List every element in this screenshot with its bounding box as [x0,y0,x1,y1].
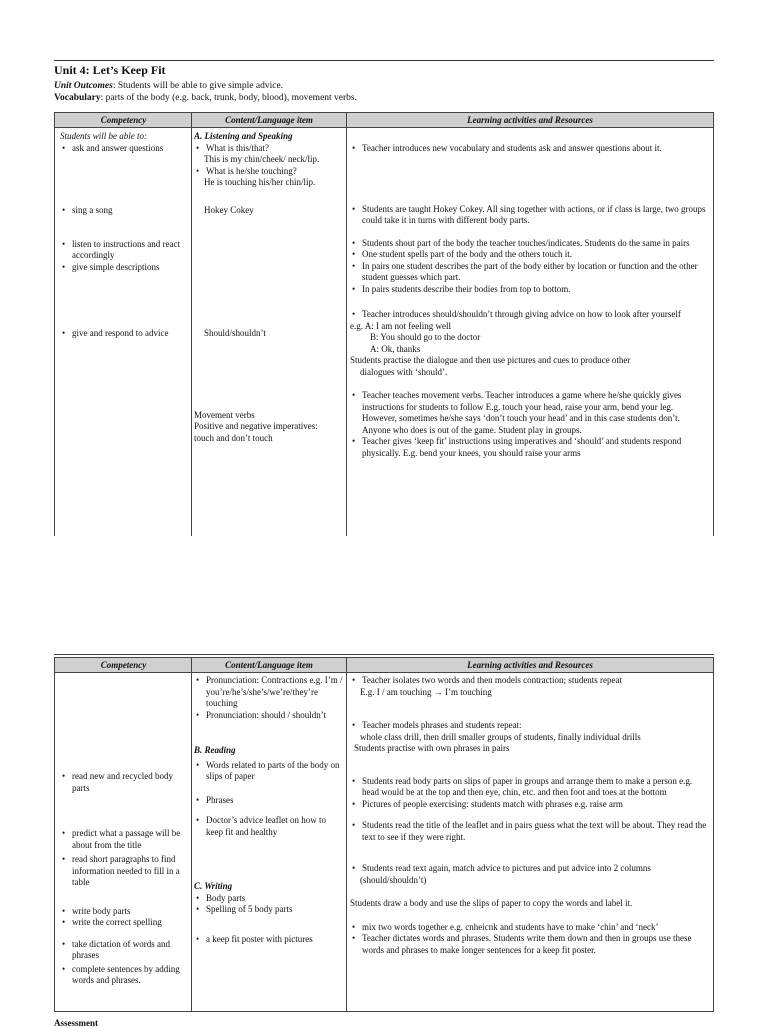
section-writing: C. Writing [194,881,233,891]
activity-item: • One student spells part of the body and the others touch it. [350,249,710,261]
activity-item: • In pairs students describe their bodies from top to bottom. [350,284,710,296]
content-item: • Spelling of 5 body parts [194,904,344,916]
activity-item: • Teacher models phrases and students repeat: [350,720,710,732]
content-movement-verbs: Movement verbs [194,409,255,420]
table1-divider-1 [191,112,192,536]
top-rule [54,60,714,61]
content-item: • Doctor’s advice leaflet on how to keep fit and healthy [194,815,344,838]
activity-item: • Students read the title of the leaflet and in pairs guess what the text will be about. They read the text to see if they were right. [350,820,710,843]
dialogue-line: e.g. A: I am not feeling well [350,320,451,331]
outcomes-text: : Students will be able to give simple advice. [112,81,284,91]
content-song: Hokey Cokey [204,204,254,215]
vocab-text: : parts of the body (e.g. back, trunk, body, blood), movement verbs. [100,93,357,103]
competency-item: • listen to instructions and react accordingly [60,239,188,262]
activity-item: • Students shout part of the body the teacher touches/indicates. Students do the same in pairs [350,238,710,250]
competency-item: • write the correct spelling [60,917,188,929]
table2-header-competency: Competency [55,657,192,673]
content-answer: He is touching his/her chin/lip. [204,177,316,187]
activity-item: • Teacher gives ‘keep fit’ instructions using imperatives and ‘should’ and students respond physically. E.g. bend your knees, you should raise your arms [350,436,710,459]
table1-activities-cell [350,143,710,459]
activity-item: • Teacher dictates words and phrases. Students write them down and then in groups use these words and phrases to make longer sentences for a keep fit poster. [350,933,710,956]
content-pronunciation: • Pronunciation: should / shouldn’t [194,710,344,722]
content-item: • Phrases [194,795,344,807]
activity-text: whole class drill, then drill smaller groups of students, finally individual drills [360,731,641,742]
content-item: • a keep fit poster with pictures [194,934,344,946]
content-answer: This is my chin/cheek/ neck/lip. [204,154,320,164]
table2-border-left [54,657,55,1012]
competency-item: • complete sentences by adding words and phrases. [60,964,188,987]
table1-competency-cell [60,131,188,340]
table1-border-left [54,112,55,536]
activity-item: • Teacher isolates two words and then models contraction; students repeat [350,675,710,687]
activity-item: • mix two words together e.g. cnheicnk and students have to make ‘chin’ and ‘neck’ [350,922,710,934]
activity-text: Students draw a body and use the slips of paper to copy the words and label it. [350,898,633,908]
table1-content-cell [194,131,344,444]
competency-item: • give simple descriptions [60,262,188,274]
competency-item: • take dictation of words and phrases [60,939,188,962]
content-should: Should/shouldn’t [204,328,266,338]
table2-divider-2 [346,657,347,1012]
content-touch: touch and don’t touch [194,432,273,443]
activity-text: E.g. I / am touching → I’m touching [360,686,492,697]
competency-item: • read new and recycled body parts [60,771,188,794]
content-question: • What is he/she touching? [194,166,344,178]
activity-text: dialogues with ‘should’. [360,366,448,377]
section-reading: B. Reading [194,745,236,755]
competency-item: • predict what a passage will be about from the title [60,828,188,851]
section-listening-speaking: A. Listening and Speaking [194,131,293,141]
unit-outcomes [54,80,357,104]
assessment-heading: Assessment [54,1018,98,1028]
activity-text: Students practise the dialogue and then use pictures and cues to produce other [350,355,631,365]
table2-top-rule [54,654,714,655]
dialogue-line: B: You should go to the doctor [370,332,481,342]
table2-divider-1 [191,657,192,1012]
competency-item: • sing a song [60,205,188,217]
table1-divider-2 [346,112,347,536]
table2-header-activities: Learning activities and Resources [346,657,714,673]
content-imperatives: Positive and negative imperatives: [194,421,318,431]
table2-activities-cell [350,675,710,956]
unit-title: Unit 4: Let’s Keep Fit [54,63,166,77]
table2-bottom-rule [54,1011,714,1012]
activity-item: • Students are taught Hokey Cokey. All sing together with actions, or if class is large, two groups could take it in turns with different body parts. [350,204,710,227]
competency-item: • ask and answer questions [60,143,188,155]
activity-item: • Students read body parts on slips of paper in groups and arrange them to make a person e.g. head would be at the top and then eye, chin, etc. and then foot and toes at the bottom [350,776,710,799]
activity-item: • Teacher introduces new vocabulary and students ask and answer questions about it. [350,143,710,155]
content-item: • Words related to parts of the body on slips of paper [194,760,344,783]
activity-item: • In pairs one student describes the part of the body either by location or function and the other student guesses which part. [350,261,710,284]
table2-border-right [713,657,714,1012]
activity-item: • Teacher teaches movement verbs. Teacher introduces a game where he/she quickly gives instructions for students to follow E.g. touch your head, raise your arm, bend your leg. However, sometimes he/she says ‘don’t touch your head’ and in this case students don’t. Anyone who does is out of the game. Student play in groups. [350,390,710,436]
activity-item: • Students read text again, match advice to pictures and put advice into 2 columns [350,863,710,875]
competency-item: • give and respond to advice [60,328,188,340]
activity-text: Students practise with own phrases in pairs [354,743,510,753]
competency-intro: Students will be able to: [60,131,147,141]
activity-item: • Pictures of people exercising: students match with phrases e.g. raise arm [350,799,710,811]
activity-text: (should/shouldn’t) [360,874,427,885]
competency-item: • write body parts [60,906,188,918]
content-question: • What is this/that? [194,143,344,155]
dialogue-line: A: Ok, thanks [370,343,421,354]
content-pronunciation: • Pronunciation: Contractions e.g. I’m / you’re/he’s/she’s/we’re/they’re touching [194,675,344,710]
vocab-label: Vocabulary [54,93,101,103]
table2-competency-cell [60,771,188,987]
table2-content-cell [194,675,344,945]
activity-item: • Teacher introduces should/shouldn’t through giving advice on how to look after yourself [350,309,710,321]
content-item: • Body parts [194,893,344,905]
table1-header-activities: Learning activities and Resources [346,112,714,128]
outcomes-label: Unit Outcomes [54,81,113,91]
table2-header-content: Content/Language item [192,657,346,673]
table1-header-competency: Competency [55,112,192,128]
table1-border-right [713,112,714,536]
table1-header-content: Content/Language item [192,112,346,128]
competency-item: • read short paragraphs to find information needed to fill in a table [60,854,188,889]
